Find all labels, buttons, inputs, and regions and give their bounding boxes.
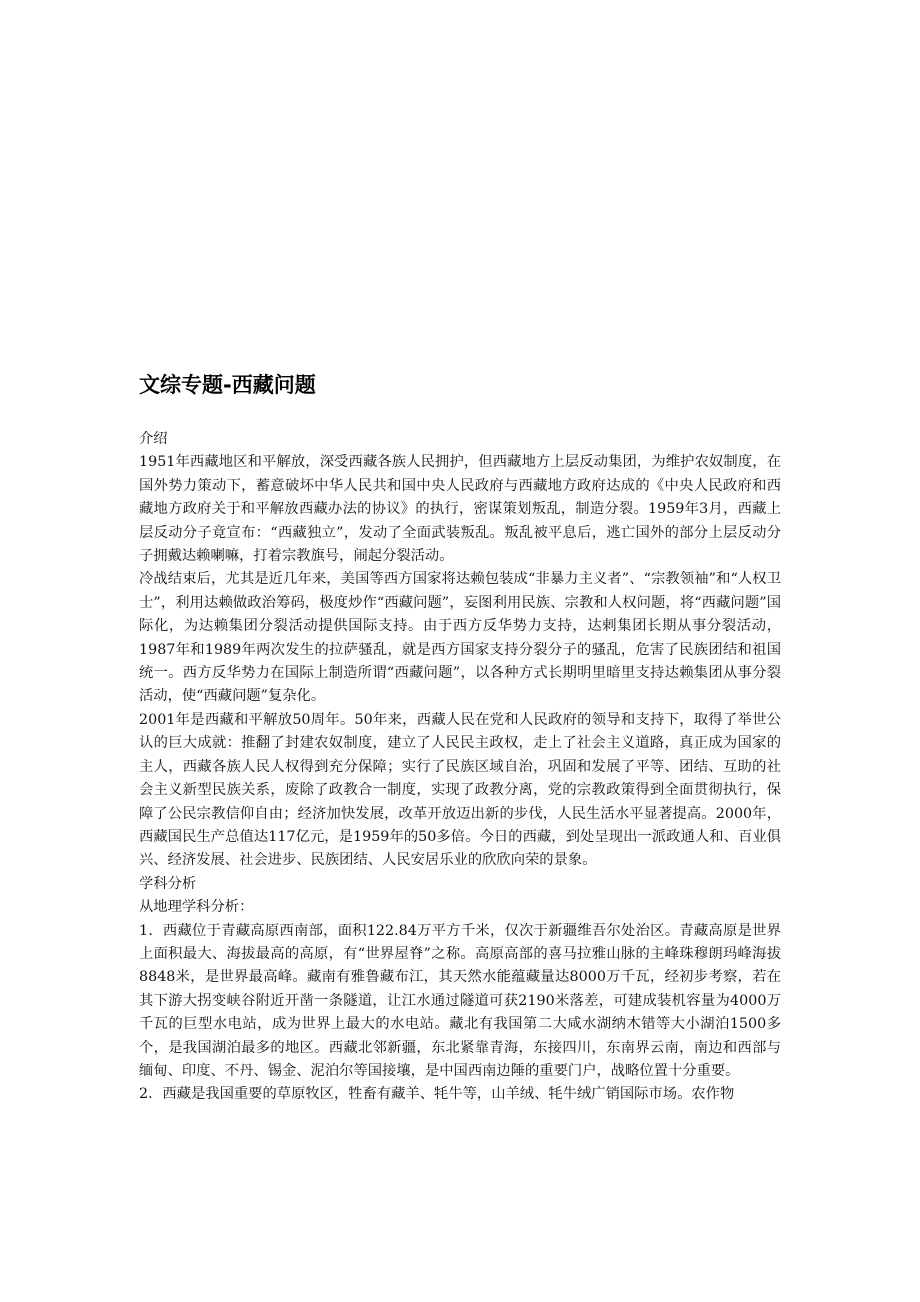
subsection-heading-geography: 从地理学科分析： <box>139 899 254 916</box>
section-heading-analysis: 学科分析 <box>139 875 197 892</box>
list-item: 1．西藏位于青藏高原西南部，面积122.84万平方千米，仅次于新疆维吾尔处治区。青藏高原是世界上面积最大、海拔最高的高原，有“世界屋脊”之称。高原高部的喜马拉雅山脉的主峰珠穆朗玛峰海拔8848米，是世界最高峰。藏南有雅鲁藏布江，其天然水能蕴藏量达8000万千瓦，经初步考察，若在其下游大拐变峡谷附近开凿一条隧道，让江水通过隧道可获2190米落差，可建成装机容量为4000万千瓦的巨型水电站，成为世界上最大的水电站。藏北有我国第二大咸水湖纳木错等大小湖泊1500多个，是我国湖泊最多的地区。西藏北邻新疆，东北紧靠青海，东接四川，东南界云南，南边和西部与缅甸、印度、不丹、锡金、泥泊尔等国接壤，是中国西南边陲的重要门户，战略位置十分重要。 <box>139 922 781 1079</box>
paragraph: 冷战结束后，尤其是近几年来，美国等西方国家将达赖包装成“非暴力主义者”、“宗教领袖”和“人权卫士”，利用达赖做政治筹码，极度炒作“西藏问题”，妄图利用民族、宗教和人权问题，将“西藏问题”国际化，为达赖集团分裂活动提供国际支持。由于西方反华势力支持，达剌集团长期从事分裂活动，1987年和1989年两次发生的拉萨骚乱，就是西方国家支持分裂分子的骚乱，危害了民族团结和祖国统一。西方反华势力在国际上制造所谓“西藏问题”，以各种方式长期明里暗里支持达赖集团从事分裂活动，使“西藏问题”复杂化。 <box>139 571 781 705</box>
paragraph: 1951年西藏地区和平解放，深受西藏各族人民拥护，但西藏地方上层反动集团，为维护农奴制度，在国外势力策动下，蓄意破坏中华人民共和国中央人民政府与西藏地方政府达成的《中央人民政府和西藏地方政府关于和平解放西藏办法的协议》的执行，密谋策划叛乱，制造分裂。1959年3月，西藏上层反动分子竟宣布：“西藏独立”，发动了全面武装叛乱。叛乱被平息后，逃亡国外的部分上层反动分子拥戴达赖喇嘛，打着宗教旗号，闹起分裂活动。 <box>139 454 781 565</box>
paragraph: 2001年是西藏和平解放50周年。50年来，西藏人民在党和人民政府的领导和支持下，取得了举世公认的巨大成就：推翻了封建农奴制度，建立了人民民主政权，走上了社会主义道路，真正成为国家的主人，西藏各族人民人权得到充分保障；实行了民族区域自治，巩固和发展了平等、团结、互助的社会主义新型民族关系，废除了政教合一制度，实现了政教分离，党的宗教政策得到全面贯彻执行，保障了公民宗教信仰自由；经济加快发展，改革开放迈出新的步伐，人民生活水平显著提高。2000年，西藏国民生产总值达117亿元，是1959年的50多倍。今日的西藏，到处呈现出一派政通人和、百业俱兴、经济发展、社会进步、民族团结、人民安居乐业的欣欣向荣的景象。 <box>139 711 781 869</box>
document-body <box>139 428 781 1107</box>
section-heading-intro: 介绍 <box>139 431 168 447</box>
list-item: 2．西藏是我国重要的草原牧区，牲畜有藏羊、牦牛等，山羊绒、牦牛绒广销国际市场。农作物 <box>139 1086 735 1103</box>
page-title: 文综专题-西藏问题 <box>139 373 316 397</box>
